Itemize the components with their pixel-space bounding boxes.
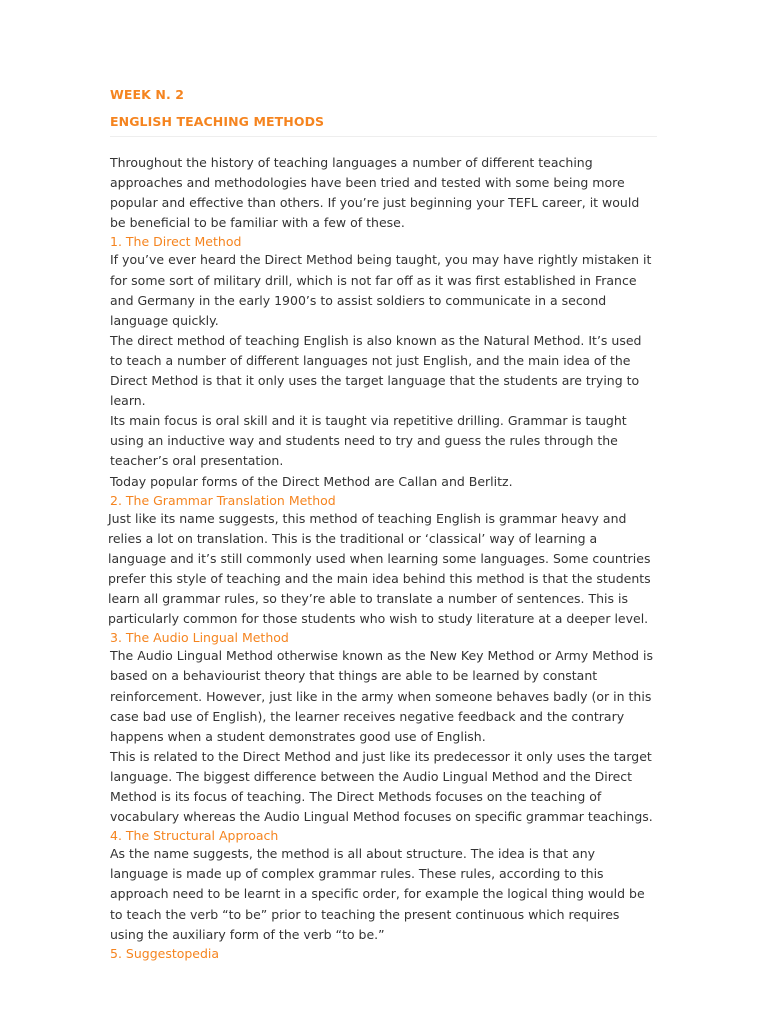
section-paragraph: As the name suggests, the method is all about structure. The idea is that any language is made up of complex grammar rules. These rules, according to this approach need to be learnt in a specific order, for example the logical thing would be to teach the verb “to be” prior to teaching the present continuous which requires using the auxiliary form of the verb “to be.”: [110, 846, 645, 942]
section-heading-grammar-translation: 2. The Grammar Translation Method: [110, 492, 336, 508]
section-paragraph: The Audio Lingual Method otherwise known as the New Key Method or Army Method is based on a behaviourist theory that things are able to be learned by constant reinforcement. However, just like in the army when someone behaves badly (or in this case bad use of English), the learner receives negative feedback and the contrary happens when a student demonstrates good use of English.: [110, 648, 653, 744]
section-paragraph: This is related to the Direct Method and just like its predecessor it only uses the target language. The biggest difference between the Audio Lingual Method and the Direct Method is its focus of teaching. The Direct Methods focuses on the teaching of vocabulary whereas the Audio Lingual Method focuses on specific grammar teachings.: [110, 748, 653, 825]
document-page: [110, 86, 657, 962]
section-heading-direct-method: 1. The Direct Method: [110, 234, 242, 250]
section-paragraph: Just like its name suggests, this method of teaching English is grammar heavy and relies a lot on translation. This is the traditional or ‘classical’ way of learning a language and it’s still commonly used when learning some languages. Some countries prefer this style of teaching and the main idea behind this method is that the students learn all grammar rules, so they’re able to translate a number of sentences. This is particularly common for those students who wish to study literature at a deeper level.: [108, 510, 651, 627]
page-title: ENGLISH TEACHING METHODS: [110, 113, 657, 137]
section-heading-audio-lingual: 3. The Audio Lingual Method: [110, 630, 289, 646]
section-paragraph: Its main focus is oral skill and it is taught via repetitive drilling. Grammar is taught using an inductive way and students need to try and guess the rules through the teacher’s oral presentation.: [110, 413, 627, 469]
section-heading-suggestopedia: 5. Suggestopedia: [110, 945, 220, 961]
section-heading-structural-approach: 4. The Structural Approach: [110, 828, 279, 844]
intro-paragraph: Throughout the history of teaching languages a number of different teaching approaches and methodologies have been tried and tested with some being more popular and effective than others. If you’re just beginning your TEFL career, it would be beneficial to be familiar with a few of these.: [110, 155, 640, 231]
section-paragraph: Today popular forms of the Direct Method are Callan and Berlitz.: [110, 473, 513, 489]
section-paragraph: The direct method of teaching English is also known as the Natural Method. It’s used to teach a number of different languages not just English, and the main idea of the Direct Method is that it only uses the target language that the students are trying to learn.: [110, 332, 642, 409]
week-label: WEEK N. 2: [110, 87, 185, 102]
article-body: [110, 153, 657, 964]
section-paragraph: If you’ve ever heard the Direct Method being taught, you may have rightly mistaken it for some sort of military drill, which is not far off as it was first established in France and Germany in the early 1900’s to assist soldiers to communicate in a second language quickly.: [110, 252, 652, 328]
